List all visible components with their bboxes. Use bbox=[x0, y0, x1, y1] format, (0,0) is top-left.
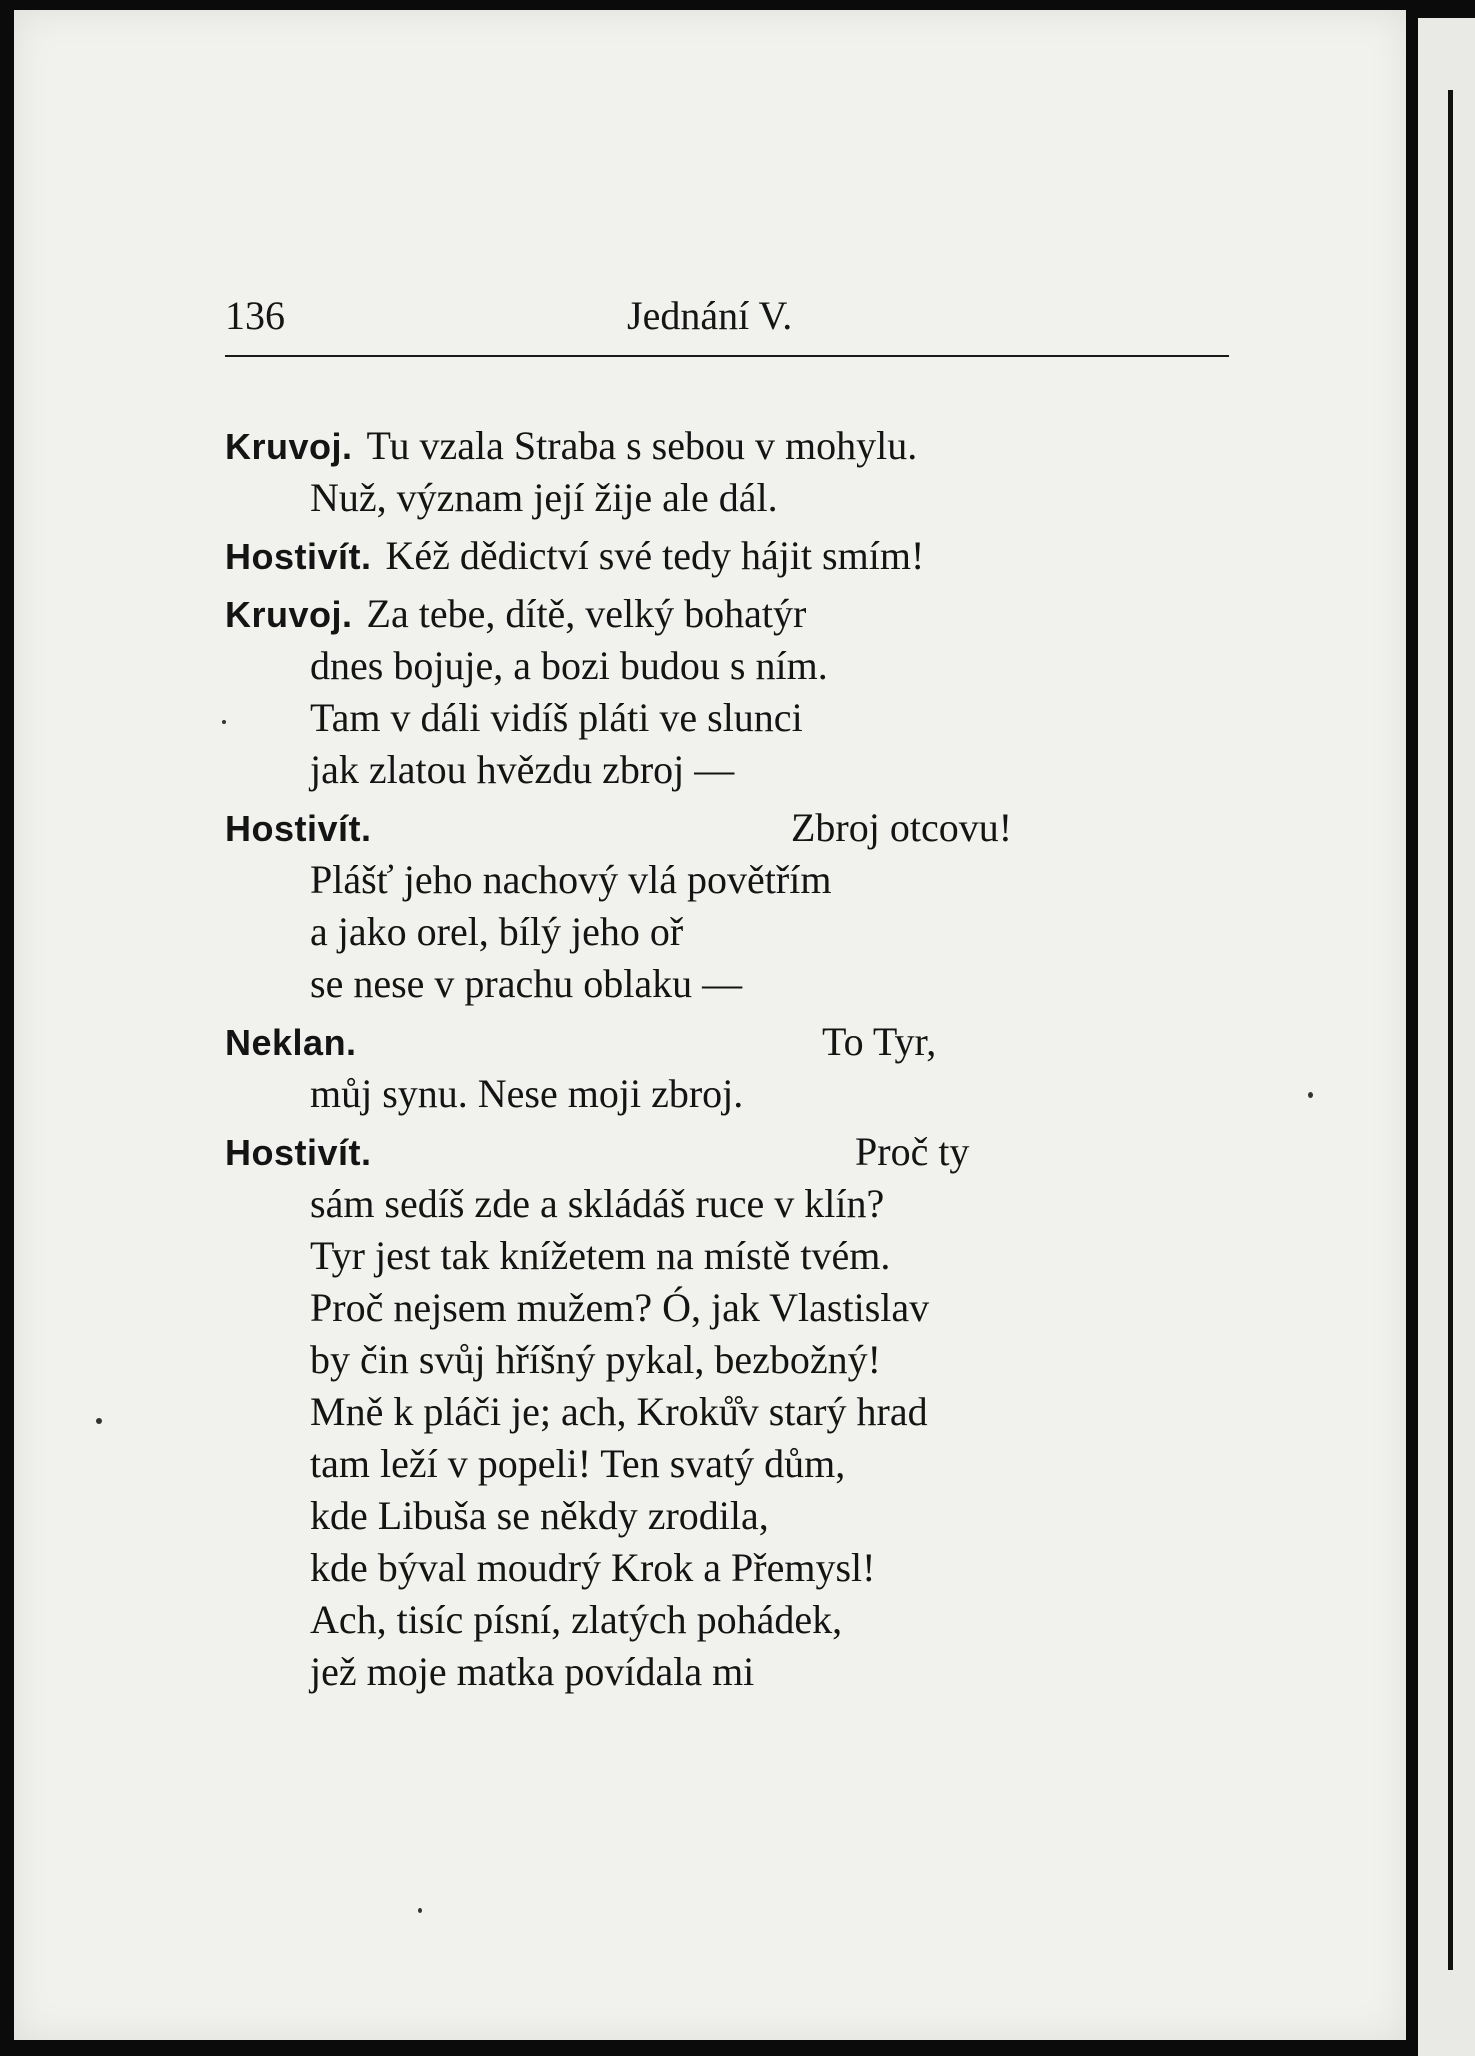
verse-line bbox=[225, 1178, 1375, 1230]
verse-line bbox=[225, 1646, 1375, 1698]
verse-text: jež moje matka povídala mi bbox=[310, 1649, 755, 1694]
ink-speck bbox=[418, 1908, 422, 1913]
verse-text: Kéž dědictví své tedy hájit smím! bbox=[385, 533, 925, 578]
verse-text: by čin svůj hříšný pykal, bezbožný! bbox=[310, 1337, 881, 1382]
dialogue-line bbox=[225, 1126, 1375, 1178]
dialogue-line bbox=[225, 420, 1375, 472]
dialogue-line bbox=[225, 802, 1375, 854]
verse-text: a jako orel, bílý jeho oř bbox=[310, 909, 684, 954]
speaker-name: Hostivít. bbox=[225, 808, 372, 849]
verse-line bbox=[225, 1334, 1375, 1386]
verse-text: jak zlatou hvězdu zbroj — bbox=[310, 747, 735, 792]
next-page-edge bbox=[1418, 18, 1475, 2056]
verse-text: dnes bojuje, a bozi budou s ním. bbox=[310, 643, 828, 688]
verse-text: se nese v prachu oblaku — bbox=[310, 961, 743, 1006]
verse-text: Tam v dáli vidíš pláti ve slunci bbox=[310, 695, 803, 740]
verse-text: Za tebe, dítě, velký bohatýr bbox=[366, 591, 807, 636]
verse-line bbox=[225, 958, 1375, 1010]
play-text bbox=[225, 420, 1375, 1698]
verse-text: sám sedíš zde a skládáš ruce v klín? bbox=[310, 1181, 885, 1226]
speaker-name: Hostivít. bbox=[225, 1132, 372, 1173]
verse-text: Plášť jeho nachový vlá povětřím bbox=[310, 857, 832, 902]
verse-line bbox=[225, 1068, 1375, 1120]
verse-text: Tu vzala Straba s sebou v mohylu. bbox=[366, 423, 918, 468]
verse-line bbox=[225, 640, 1375, 692]
verse-text: můj synu. Nese moji zbroj. bbox=[310, 1071, 744, 1116]
verse-text: kde Libuša se někdy zrodila, bbox=[310, 1493, 769, 1538]
verse-text: tam leží v popeli! Ten svatý dům, bbox=[310, 1441, 846, 1486]
chapter-title: Jednání V. bbox=[627, 293, 793, 338]
verse-line bbox=[225, 1282, 1375, 1334]
ink-speck bbox=[96, 1418, 102, 1424]
verse-line bbox=[225, 906, 1375, 958]
speaker-name: Hostivít. bbox=[225, 536, 372, 577]
verse-line bbox=[225, 1386, 1375, 1438]
verse-text: Zbroj otcovu! bbox=[791, 805, 1013, 850]
verse-line bbox=[225, 1230, 1375, 1282]
speaker-name: Kruvoj. bbox=[225, 594, 353, 635]
speaker-name: Neklan. bbox=[225, 1022, 357, 1063]
verse-line bbox=[225, 1594, 1375, 1646]
binding-edge bbox=[1448, 90, 1453, 1970]
verse-line bbox=[225, 1438, 1375, 1490]
verse-line bbox=[225, 1542, 1375, 1594]
verse-line bbox=[225, 854, 1375, 906]
verse-text: kde býval moudrý Krok a Přemysl! bbox=[310, 1545, 876, 1590]
verse-text: Proč ty bbox=[855, 1129, 970, 1174]
verse-text: Tyr jest tak knížetem na místě tvém. bbox=[310, 1233, 891, 1278]
verse-text: Proč nejsem mužem? Ó, jak Vlastislav bbox=[310, 1285, 930, 1330]
verse-line bbox=[225, 692, 1375, 744]
dialogue-line bbox=[225, 588, 1375, 640]
verse-text: Mně k pláči je; ach, Kroků̊v starý hrad bbox=[310, 1389, 928, 1434]
speaker-name: Kruvoj. bbox=[225, 426, 353, 467]
verse-line bbox=[225, 744, 1375, 796]
verse-text: Nuž, význam její žije ale dál. bbox=[310, 475, 778, 520]
verse-text: To Tyr, bbox=[822, 1019, 937, 1064]
dialogue-line bbox=[225, 530, 1375, 582]
verse-line bbox=[225, 472, 1375, 524]
running-head bbox=[225, 292, 1229, 354]
verse-text: Ach, tisíc písní, zlatých pohádek, bbox=[310, 1597, 843, 1642]
dialogue-line bbox=[225, 1016, 1375, 1068]
verse-line bbox=[225, 1490, 1375, 1542]
header-rule bbox=[225, 355, 1229, 357]
page-number: 136 bbox=[225, 293, 285, 338]
